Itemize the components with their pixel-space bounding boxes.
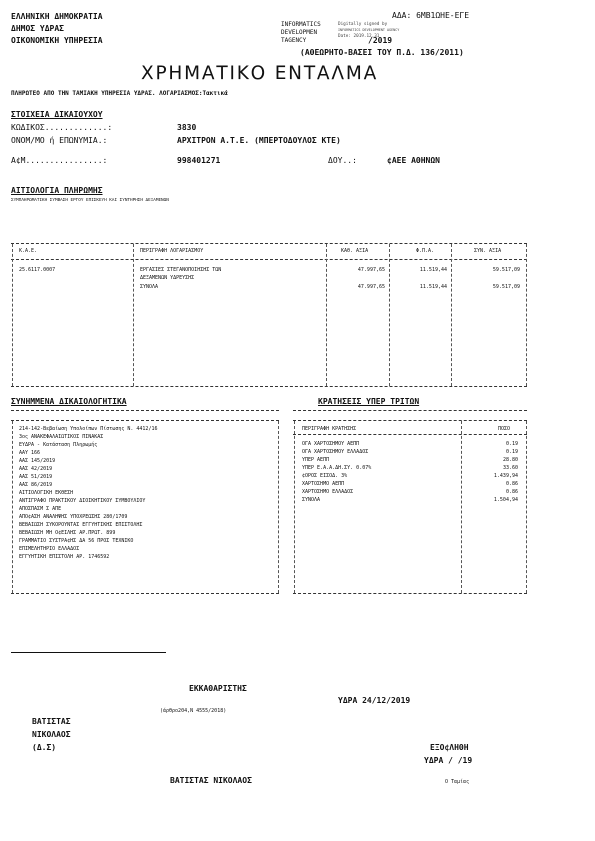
main-table-header-rule (11, 259, 527, 260)
attachments-rule-2 (11, 420, 279, 421)
beneficiary-doy-value: ¢ΑΕΕ ΑΘΗΝΩΝ (387, 156, 440, 165)
withholding-amount: 0.86 (505, 489, 518, 495)
payment-line (11, 90, 228, 97)
total-fpa: 11.519,44 (419, 284, 447, 290)
main-table-bottom-rule (11, 386, 527, 387)
withholdings-title: ΚΡΑΤΗΣΕΙΣ ΥΠΕΡ ΤΡΙΤΩΝ (318, 397, 420, 406)
withholding-label: ΥΠΕΡ ΑΕΠΠ (302, 457, 330, 463)
withholding-amount: 0.86 (505, 481, 518, 487)
beneficiary-name-value: ΑΡΧΙΤΡΟΝ Α.Τ.Ε. (ΜΠΕΡΤΟΔΟΥΛΟΣ ΚΤΕ) (177, 136, 341, 145)
beneficiary-doy-label: ΔΟΥ..: (328, 156, 357, 165)
attachments-list (19, 425, 157, 561)
attachment-item: ΕΥΔΡΑ - Κατάσταση Πληρωμής (19, 442, 98, 448)
beneficiary-code-value: 3830 (177, 123, 197, 132)
col-kae-header: Κ.Α.Ε. (19, 248, 38, 254)
attachments-title: ΣΥΝΗΜΜΕΝΑ ΔΙΚΑΙΟΛΟΓΗΤΙΚΑ (11, 397, 127, 406)
attachment-item: 3ος ΑΝΑΚΕΦΑΛΑΙΩΤΙΚΟΣ ΠΙΝΑΚΑΣ (19, 434, 104, 440)
withholdings-col-amount: ΠΟΣΟ (498, 426, 511, 432)
attachment-item: ΑΠΟΣΠΑΣΜ Σ ΑΠΕ (19, 506, 62, 512)
col-kath-header: ΚΑΘ. ΑΞΙΑ (341, 248, 369, 254)
stamp-line-3: TAGENCY (281, 37, 307, 44)
attachment-item: ΑΑΣ 51/2019 (19, 474, 53, 480)
justification-text: ΣΥΜΠΛΗΡΩΜΑΤΙΚΗ ΣΥΜΒΑΣΗ ΕΡΓΟΥ ΕΠΙΣΚΕΥΗ ΚΑΙ ΣΥΝΤΗΡΗΣΗ ΔΕΞΑΜΕΝΩΝ (11, 198, 169, 203)
main-table-divider-1 (133, 244, 134, 386)
clearer-label: ΕΚΚΑΘΑΡΙΣΤΗΣ (189, 684, 247, 693)
attachment-item: ΕΠΙΜΕΛΗΤΗΡΙΟ ΕΛΛΑΔΟΣ (19, 546, 80, 552)
withholding-amount: 33.60 (502, 465, 518, 471)
row-fpa: 11.519,44 (419, 267, 447, 273)
withholding-label: ΣΥΝΟΛΑ (302, 497, 321, 503)
attachment-item: ΑΑΣ 86/2019 (19, 482, 53, 488)
year-text: /2019 (368, 36, 393, 45)
beneficiary-name-label: ΟΝΟΜ/ΜΟ ή ΕΠΩΝΥΜΙΑ.: (11, 136, 108, 145)
withholding-label: ΟΓΑ ΧΑΡΤΟΣΗΜΟΥ ΕΛΛΑΔΟΣ (302, 449, 369, 455)
attachment-item: ΑΑΥ 166 (19, 450, 41, 456)
attachments-top-rule (11, 410, 279, 411)
withholding-amount: 0.19 (505, 449, 518, 455)
org-line-1: ΕΛΛΗΝΙΚΗ ΔΗΜΟΚΡΑΤΙΑ (11, 12, 103, 21)
withholdings-amounts (462, 440, 518, 504)
attachment-item: ΓΡΑΜΜΑΤΙΟ ΣΥΣΤΡΑ¢ΗΣ ΔΑ 56 ΠΡΟΣ ΤΕΧΝΙΚΟ (19, 538, 134, 544)
withholding-label: ΧΑΡΤΟΣΗΜΟ ΑΕΠΠ (302, 481, 345, 487)
document-title: ΧΡΗΜΑΤΙΚΟ ΕΝΤΑΛΜΑ (141, 63, 379, 84)
stamp-line-1: INFORMATICS (281, 21, 321, 28)
attachment-item: ΑΠΟ¢ΑΣΗ ΑΝΑΛΗΨΗΣ ΥΠΟΧΡΕΩΣΗΣ 280/1709 (19, 514, 128, 520)
stamp-small-3: Date: 2019.12.31 (338, 34, 380, 39)
attachments-bottom-rule (11, 593, 279, 594)
org-line-2: ΔΗΜΟΣ ΥΔΡΑΣ (11, 24, 64, 33)
beneficiary-code-label: ΚΩΔΙΚΟΣ.............: (11, 123, 113, 132)
justification-title: ΑΙΤΙΟΛΟΓΙΑ ΠΛΗΡΩΜΗΣ (11, 186, 103, 195)
beneficiary-afm-value: 998401271 (177, 156, 221, 165)
main-table-divider-4 (451, 244, 452, 386)
main-table-divider-3 (389, 244, 390, 386)
attachment-item: ΒΕΒΑΙΩΣΗ ΜΗ Ο¢ΕΙΛΗΣ ΑΡ.ΠΡΩΤ. 899 (19, 530, 116, 536)
row-desc-1: ΕΡΓΑΣΙΕΣ ΣΤΕΓΑΝΟΠΟΙΗΣΗΣ ΤΩΝ (140, 267, 222, 273)
row-kae: 25.6117.0007 (19, 267, 56, 273)
withholdings-border-left (294, 421, 295, 593)
beneficiary-afm-label: Α¢Μ................: (11, 156, 108, 165)
digital-signature-stamp (281, 21, 400, 49)
withholdings-border-right (526, 421, 527, 593)
attachment-item: ΑΑΣ 145/2019 (19, 458, 56, 464)
col-desc-header: ΠΕΡΙΓΡΑΦΗ ΛΟΓΑΡΙΑΣΜΟΥ (140, 248, 204, 254)
total-kath: 47.997,65 (357, 284, 385, 290)
col-fpa-header: Φ.Π.Α. (416, 248, 435, 254)
attachment-item: ΑΙΤΙΟΛΟΓΙΚΗ ΕΚΘΕΣΗ (19, 490, 74, 496)
law-reference: (άρθρο204,Ν 4555/2018) (160, 708, 227, 714)
stamp-small-2: INFORMATICS DEVELOPMENT AGENCY (338, 28, 400, 32)
org-line-3: ΟΙΚΟΝΟΜΙΚΗ ΥΠΗΡΕΣΙΑ (11, 36, 103, 45)
main-table-top-rule (11, 243, 527, 244)
payment-line-text: ΠΛΗΡΩΤΕΟ ΑΠΟ ΤΗΝ ΤΑΜΙΑΚΗ ΥΠΗΡΕΣΙΑ ΥΔΡΑΣ. ΛΟΓΑΡΙΑΣΜΟΣ: (11, 90, 203, 97)
attachment-item: ΒΕΒΑΙΩΣΗ ΣΥΚΟΡΟΥΝΤΑΣ ΕΓΓΥΗΤΙΚΗΣ ΕΠΙΣΤΟΛΗΣ (19, 522, 143, 528)
cashier-note: Ο Ταμίας (445, 779, 470, 785)
withholding-amount: 28.80 (502, 457, 518, 463)
withholdings-col-desc: ΠΕΡΙΓΡΑΦΗ ΚΡΑΤΗΣΗΣ (302, 426, 357, 432)
total-syn: 59.517,09 (492, 284, 520, 290)
withholdings-rule-2 (293, 420, 527, 421)
attachment-item: ΑΑΣ 42/2019 (19, 466, 53, 472)
withholdings-bottom-rule (293, 593, 527, 594)
main-table-border-right (526, 244, 527, 386)
place-date: ΥΔΡΑ 24/12/2019 (338, 696, 411, 705)
row-desc-2: ΔΕΞΑΜΕΝΩΝ ΥΔΡΕΥΣΗΣ (140, 275, 195, 281)
signer-line-1: ΒΑΤΙΣΤΑΣ (32, 717, 71, 726)
legal-basis: (ΑΘΕΩΡΗΤΟ-ΒΑΣΕΙ ΤΟΥ Π.Δ. 136/2011) (300, 48, 464, 57)
withholdings-top-rule (293, 410, 527, 411)
withholdings-header-rule (293, 434, 527, 435)
paid-place: ΥΔΡΑ / /19 (424, 756, 473, 765)
ada-code: ΑΔΑ: 6ΜΒ1ΩΗΕ-ΕΓΕ (392, 11, 470, 20)
row-syn: 59.517,09 (492, 267, 520, 273)
row-kath: 47.997,65 (357, 267, 385, 273)
beneficiary-title: ΣΤΟΙΧΕΙΑ ΔΙΚΑΙΟΥΧΟΥ (11, 110, 103, 119)
withholding-label: ¢ΟΡΟΣ ΕΙΣΟΔ. 3% (302, 473, 348, 479)
attachments-border-left (12, 421, 13, 593)
signer-line-2: ΝΙΚΟΛΑΟΣ (32, 730, 71, 739)
stamp-small-1: Digitally signed by (338, 22, 388, 27)
total-label: ΣΥΝΟΛΑ (140, 284, 159, 290)
withholding-label: ΧΑΡΤΟΣΗΜΟ ΕΛΛΑΔΟΣ (302, 489, 354, 495)
col-syn-header: ΣΥΝ. ΑΞΙΑ (474, 248, 502, 254)
attachment-item: ΕΓΓΥΗΤΙΚΗ ΕΠΙΣΤΟΛΗ ΑΡ. 1746592 (19, 554, 110, 560)
withholding-label: ΟΓΑ ΧΑΡΤΟΣΗΜΟΥ ΑΕΠΠ (302, 441, 360, 447)
signer-line-3: (Δ.Σ) (32, 743, 57, 752)
withholding-amount: 0.19 (505, 441, 518, 447)
signature-line (11, 652, 166, 653)
withholdings-labels (302, 440, 371, 504)
attachment-item: 214-142-Βεβαίωση Υπολοίπων Πίστωσης Ν. 4412/16 (19, 426, 158, 432)
paid-label: ΕΞΟ¢ΛΗΘΗ (430, 743, 469, 752)
signer-full-name: ΒΑΤΙΣΤΑΣ ΝΙΚΟΛΑΟΣ (170, 776, 252, 785)
withholding-amount: 1.504,94 (493, 497, 518, 503)
attachment-item: ΑΝΤΙΓΡΑΦΟ ΠΡΑΚΤΙΚΟΥ ΔΙΟΙΚΗΤΙΚΟΥ ΣΥΜΒΟΥΛΙΟΥ (19, 498, 146, 504)
main-table-border-left (12, 244, 13, 386)
withholding-amount: 1.439,94 (493, 473, 518, 479)
main-table-divider-2 (326, 244, 327, 386)
stamp-line-2: DEVELOPMEN (281, 29, 318, 36)
attachments-border-right (278, 421, 279, 593)
withholding-label: ΥΠΕΡ Ε.Α.Α.ΔΗ.ΣΥ. 0.07% (302, 465, 372, 471)
payment-account: Τακτικά (202, 90, 228, 97)
